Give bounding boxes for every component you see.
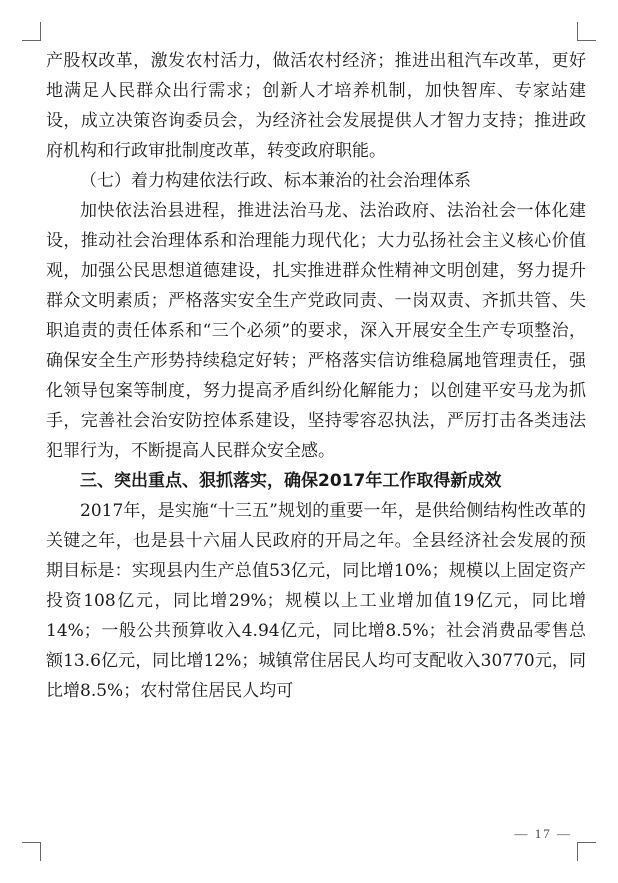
corner-mark-top-right <box>577 22 596 41</box>
paragraph-reform: 产股权改革，激发农村活力，做活农村经济；推进出租汽车改革，更好地满足人民群众出行需求；创新人才培养机制，加快智库、专家站建设，成立决策咨询委员会，为经济社会发展提供人才智力支持；推进政府机构和行政审批制度改革，转变政府职能。 <box>46 51 586 161</box>
page-number: — 17 — <box>514 826 572 841</box>
corner-mark-top-left <box>22 22 41 41</box>
subsection-heading-7: （七）着力构建依法行政、标本兼治的社会治理体系 <box>80 171 471 191</box>
section-heading-3: 三、突出重点、狠抓落实，确保2017年工作取得新成效 <box>80 471 502 491</box>
paragraph-social-governance: 加快依法治县进程，推进法治马龙、法治政府、法治社会一体化建设，推动社会治理体系和治理能力现代化；大力弘扬社会主义核心价值观，加强公民思想道德建设，扎实推进群众性精神文明创建，努力提升群众文明素质；严格落实安全生产党政同责、一岗双责、齐抓共管、失职追责的责任体系和“三个必须”的要求，深入开展安全生产专项整治，确保安全生产形势持续稳定好转；严格落实信访维稳属地管理责任，强化领导包案等制度，努力提高矛盾纠纷化解能力；以创建平安马龙为抓手，完善社会治安防控体系建设，坚持零容忍执法，严厉打击各类违法犯罪行为，不断提高人民群众安全感。 <box>46 201 586 461</box>
corner-mark-bottom-left <box>22 842 41 861</box>
corner-mark-bottom-right <box>577 842 596 861</box>
document-body <box>46 46 586 706</box>
paragraph-2017-targets: 2017年，是实施“十三五”规划的重要一年，是供给侧结构性改革的关键之年，也是县十六届人民政府的开局之年。全县经济社会发展的预期目标是：实现县内生产总值53亿元，同比增10%；规模以上固定资产投资108亿元，同比增29%；规模以上工业增加值19亿元，同比增14%；一般公共预算收入4.94亿元，同比增8.5%；社会消费品零售总额13.6亿元，同比增12%；城镇常住居民人均可支配收入30770元，同比增8.5%；农村常住居民人均可 <box>46 501 586 701</box>
